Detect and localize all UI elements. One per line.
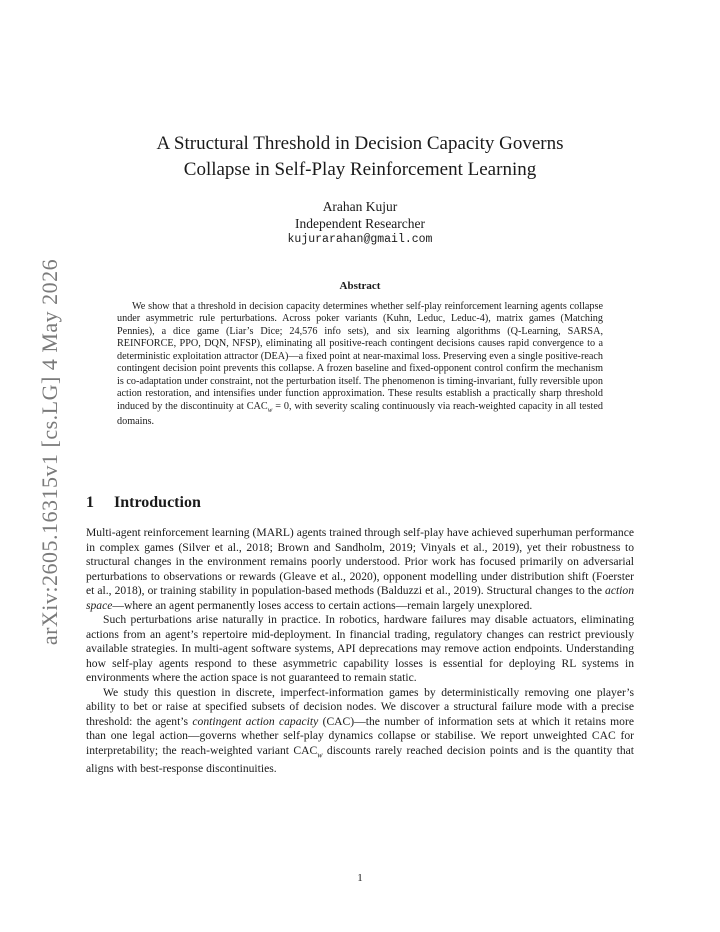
paragraph-3-part-a: We study this question in discrete, imperfect-information games by deterministically removing one player’s ability to bet or raise at specified subsets of decision nodes. We discover a structural failure mode with a precise threshold: the agent’s	[86, 685, 634, 728]
paragraph-1-part-a: Multi-agent reinforcement learning (MARL) agents trained through self-play have achieved superhuman performance in complex games (Silver et al., 2018; Brown and Sandholm, 2019; Vinyals et al., 2019), yet their robustness to structural changes in the environment remains poorly understood. Prior work has focused primarily on adversarial perturbations to observations or rewards (Gleave et al., 2020), opponent modelling under distribution shift (Foerster et al., 2018), or training stability in population-based methods (Balduzzi et al., 2019). Structural changes to the	[86, 526, 634, 597]
page-number: 1	[357, 872, 363, 884]
paragraph-3-subscript: w	[317, 749, 323, 759]
paragraph-3-emphasis: contingent action capacity	[192, 714, 319, 728]
title-line-2: Collapse in Self-Play Reinforcement Learning	[183, 159, 537, 180]
abstract-text	[117, 301, 603, 429]
section-number: 1	[86, 494, 94, 511]
author-block	[0, 199, 720, 249]
title-line-1: A Structural Threshold in Decision Capacity Governs	[156, 133, 564, 154]
paragraph-1-part-b: —where an agent permanently loses access to certain actions—remain largely unexplored.	[112, 598, 533, 612]
section-body	[86, 526, 634, 777]
abstract-heading: Abstract	[339, 280, 381, 292]
abstract-tail: = 0, with severity scaling continuously via reach-weighted capacity in all tested domains.	[117, 400, 603, 428]
paragraph-1-emphasis: action space	[86, 584, 634, 612]
author-email[interactable]: kujurarahan@gmail.com	[287, 233, 433, 246]
paragraph-3	[86, 686, 634, 777]
author-affiliation: Independent Researcher	[294, 215, 426, 231]
paper-title	[0, 131, 720, 183]
section-title: Introduction	[114, 494, 201, 511]
abstract-main: We show that a threshold in decision capacity determines whether self-play reinforcement learning agents collapse under asymmetric rule perturbations. Across poker variants (Kuhn, Leduc, Leduc-4), matrix games (Matching Pennies), a dice game (Liar’s Dice; 24,576 info sets), and six learning algorithms (Q-Learning, SARSA, REINFORCE, PPO, DQN, NFSP), eliminating all positive-reach contingent decisions causes rapid convergence to a deterministic exploitation attractor (DEA)—a fixed point at near-maximal loss. Preserving even a single positive-reach contingent decision point prevents this collapse. A frozen baseline and fixed-opponent control confirm the mechanism is co-adaptation under constraint, not the perturbation itself. The phenomenon is timing-invariant, fully reversible upon action restoration, and intensifies under function approximation. These results establish a practically sharp threshold induced by the discontinuity at CAC	[117, 301, 603, 412]
section-heading	[86, 494, 201, 512]
paragraph-1	[86, 526, 634, 613]
paragraph-2: Such perturbations arise naturally in practice. In robotics, hardware failures may disable actuators, eliminating actions from an agent’s repertoire mid-deployment. In financial trading, regulatory changes can restrict previously available strategies. In multi-agent software systems, API deprecations may remove action endpoints. Understanding how self-play agents respond to these asymmetric capability losses is essential for deploying RL systems in environments where the action space is not guaranteed to remain static.	[86, 613, 634, 684]
arxiv-stamp[interactable]: arXiv:2605.16315v1 [cs.LG] 4 May 2026	[37, 258, 62, 646]
abstract-subscript: w	[267, 405, 273, 414]
paragraph-3-part-c: discounts rarely reached decision points and is the quantity that aligns with best-response discontinuities.	[86, 743, 634, 776]
author-name: Arahan Kujur	[322, 199, 398, 214]
paragraph-3-part-b: (CAC)—the number of information sets at which it retains more than one legal action—governs whether self-play dynamics collapse or stabilise. We report unweighted CAC for interpretability; the reach-weighted variant CAC	[86, 714, 634, 757]
